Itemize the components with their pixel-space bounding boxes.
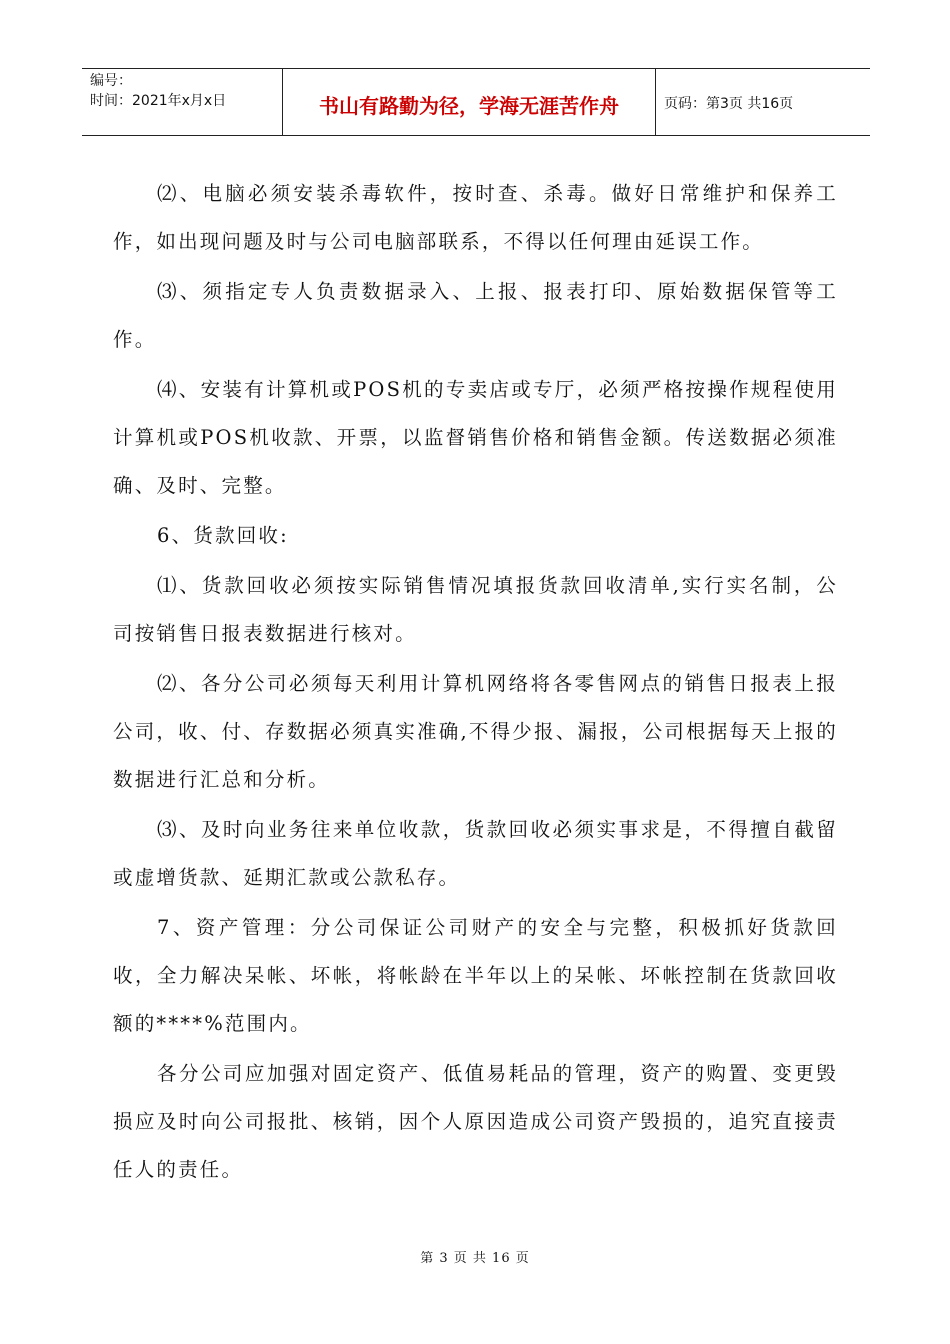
- document-number-label: 编号：: [90, 73, 132, 89]
- header-page-info: 页码：第3页 共16页: [664, 96, 794, 112]
- page-header: [82, 68, 870, 136]
- paragraph: 7、资产管理：分公司保证公司财产的安全与完整，积极抓好货款回收，全力解决呆帐、坏帐，将帐龄在半年以上的呆帐、坏帐控制在货款回收额的****%范围内。: [113, 916, 838, 1035]
- paragraph: ⑷、安装有计算机或POS机的专卖店或专厅，必须严格按操作规程使用计算机或POS机收款、开票，以监督销售价格和销售金额。传送数据必须准确、及时、完整。: [113, 378, 838, 497]
- document-date: 时间：2021年x月x日: [90, 93, 227, 109]
- paragraph: ⑴、货款回收必须按实际销售情况填报货款回收清单,实行实名制，公司按销售日报表数据进行核对。: [113, 574, 838, 645]
- header-meta: [82, 69, 283, 135]
- document-body: [113, 170, 838, 1196]
- paragraph: ⑶、及时向业务往来单位收款，货款回收必须实事求是，不得擅自截留或虚增货款、延期汇款或公款私存。: [113, 818, 838, 889]
- page-footer: 第 3 页 共 16 页: [420, 1251, 530, 1266]
- section-heading: 6、货款回收:: [157, 524, 289, 547]
- paragraph: ⑵、电脑必须安装杀毒软件，按时查、杀毒。做好日常维护和保养工作，如出现问题及时与公司电脑部联系，不得以任何理由延误工作。: [113, 182, 838, 253]
- paragraph: 各分公司应加强对固定资产、低值易耗品的管理，资产的购置、变更毁损应及时向公司报批、核销，因个人原因造成公司资产毁损的，追究直接责任人的责任。: [113, 1062, 838, 1181]
- header-motto: 书山有路勤为径，学海无涯苦作舟: [283, 69, 656, 135]
- paragraph: ⑵、各分公司必须每天利用计算机网络将各零售网点的销售日报表上报公司，收、付、存数据必须真实准确,不得少报、漏报，公司根据每天上报的数据进行汇总和分析。: [113, 672, 838, 791]
- paragraph: ⑶、须指定专人负责数据录入、上报、报表打印、原始数据保管等工作。: [113, 280, 838, 351]
